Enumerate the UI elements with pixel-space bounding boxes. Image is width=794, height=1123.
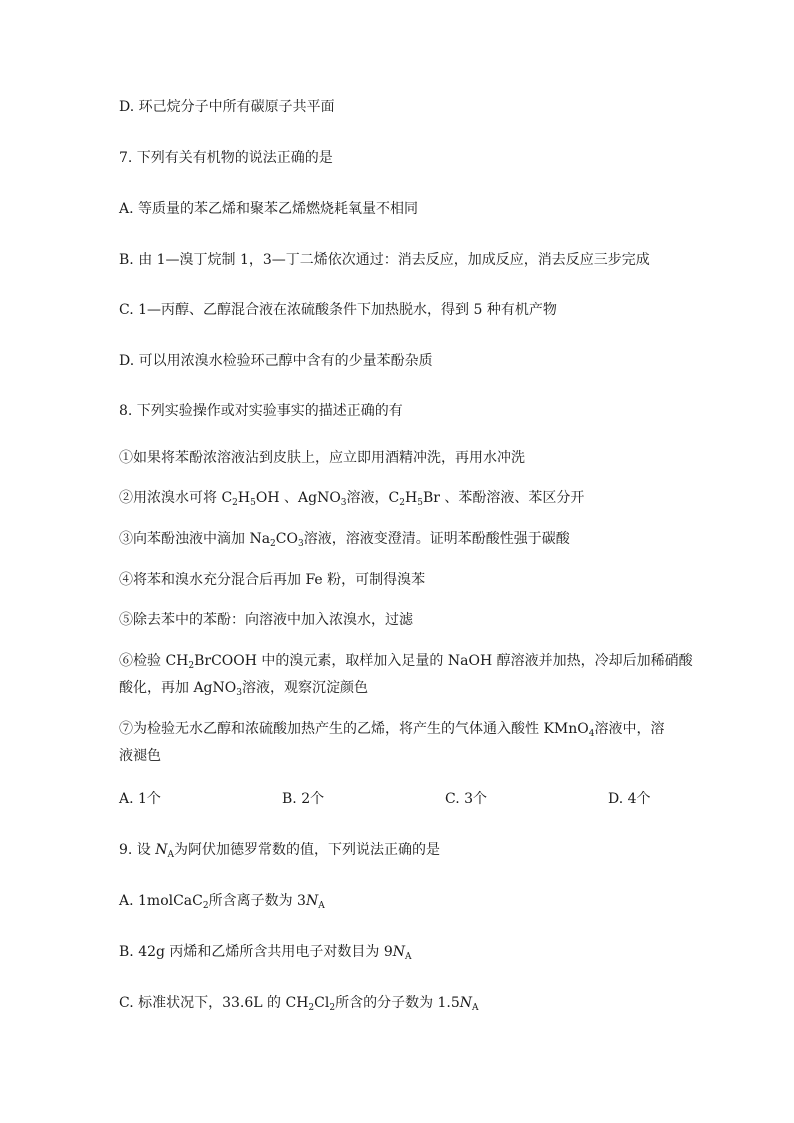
q8-option-c: C. 3个 [445, 791, 488, 807]
q8-statement-6-line-1: ⑥检验 $CH_2BrCOOH$ 中的溴元素，取样加入足量的 NaOH 醇溶液并加热，冷却后加稀硝酸 [119, 653, 693, 671]
q9-option-a: A. 1molCaC$_2$所含离子数为 $3N_A$ [119, 893, 325, 911]
q7-option-a: A. 等质量的苯乙烯和聚苯乙烯燃烧耗氧量不相同 [119, 201, 419, 217]
q8-statement-6-line-2: 酸化，再加 AgNO$_3$溶液，观察沉淀颜色 [119, 680, 368, 698]
q8-options-row [119, 789, 679, 809]
q7-option-b: B. 由 1—溴丁烷制 1，3—丁二烯依次通过：消去反应，加成反应，消去反应三步完成 [119, 252, 650, 268]
q8-option-a: A. 1个 [119, 791, 161, 807]
q8-statement-5: ⑤除去苯中的苯酚：向溶液中加入浓溴水，过滤 [119, 612, 413, 628]
q8-statement-4: ④将苯和溴水充分混合后再加 Fe 粉，可制得溴苯 [119, 572, 426, 588]
question-8-stem: 8. 下列实验操作或对实验事实的描述正确的有 [119, 403, 403, 419]
q8-statement-2: ②用浓溴水可将 $C_2H_5OH$ 、AgNO$_3$溶液，$C_2H_5Br$ 、苯酚溶液、苯区分开 [119, 490, 585, 508]
q8-option-d: D. 4个 [608, 791, 651, 807]
q8-statement-7-line-1: ⑦为检验无水乙醇和浓硫酸加热产生的乙烯，将产生的气体通入酸性 KMnO$_4$溶液中，溶 [119, 721, 665, 739]
q8-option-b: B. 2个 [282, 791, 325, 807]
q8-statement-1: ①如果将苯酚浓溶液沾到皮肤上，应立即用酒精冲洗，再用水冲洗 [119, 450, 525, 466]
q7-option-c: C. 1—丙醇、乙醇混合液在浓硫酸条件下加热脱水，得到 5 种有机产物 [119, 302, 557, 318]
q8-statement-7-line-2: 液褪色 [119, 748, 161, 764]
q8-statement-3: ③向苯酚浊液中滴加 $Na_2CO_3$溶液，溶液变澄清。证明苯酚酸性强于碳酸 [119, 531, 570, 549]
question-9-stem: 9. 设 $N_A$为阿伏加德罗常数的值，下列说法正确的是 [119, 842, 441, 860]
q6-option-d: D. 环己烷分子中所有碳原子共平面 [119, 99, 335, 115]
q9-option-c: C. 标准状况下，33.6L 的 $CH_2Cl_2$所含的分子数为 $1.5N_A$ [119, 995, 479, 1013]
q7-option-d: D. 可以用浓溴水检验环己醇中含有的少量苯酚杂质 [119, 353, 433, 369]
q9-option-b: B. 42g 丙烯和乙烯所含共用电子对数目为 $9N_A$ [119, 944, 412, 962]
question-7-stem: 7. 下列有关有机物的说法正确的是 [119, 150, 333, 166]
